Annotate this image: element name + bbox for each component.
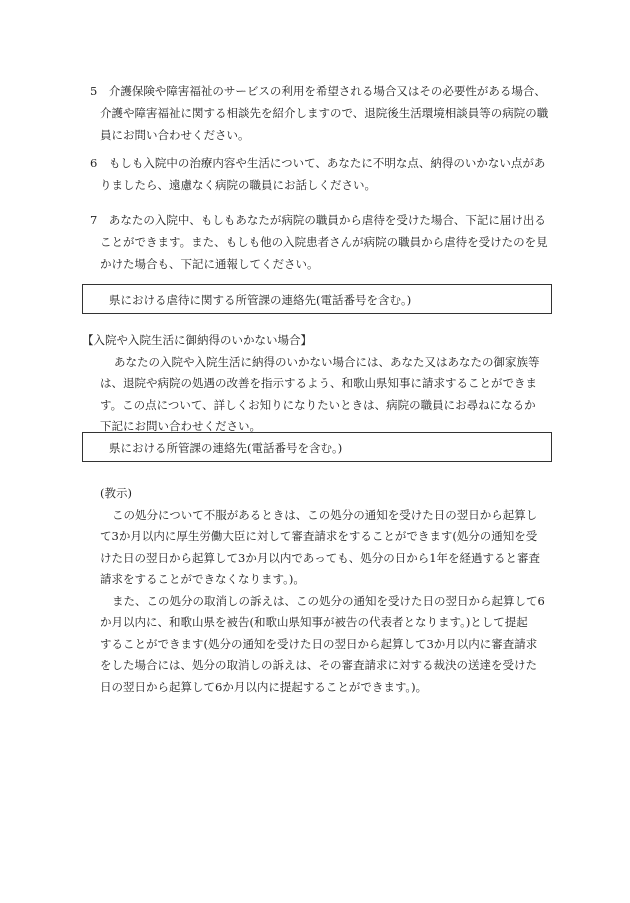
complaint-line-1: あなたの入院や入院生活に納得のいかない場合には、あなた又はあなたの御家族等 bbox=[114, 354, 540, 369]
complaint-line-3: す。この点について、詳しくお知りになりたいときは、病院の職員にお尋ねになるか bbox=[100, 397, 536, 412]
notice-item-7 bbox=[90, 209, 558, 275]
item-number: 6 bbox=[90, 156, 98, 170]
item-5-line-3: 員にお問い合わせください。 bbox=[100, 128, 250, 142]
instruction-heading: (教示) bbox=[100, 486, 132, 500]
item-number: 7 bbox=[90, 213, 98, 227]
notice-item-5 bbox=[90, 80, 558, 146]
instruction-p1-line-3: けた日の翌日から起算して3か月以内であっても、処分の日から1年を経過すると審査 bbox=[100, 550, 541, 565]
item-6-line-1: 6 もしも入院中の治療内容や生活について、あなたに不明な点、納得のいかない点があ bbox=[90, 156, 546, 170]
complaint-line-4: 下記にお問い合わせください。 bbox=[100, 419, 261, 433]
instruction-p1-line-1: この処分について不服があるときは、この処分の通知を受けた日の翌日から起算し bbox=[112, 507, 538, 522]
instruction-p1-line-4: 請求をすることができなくなります。)。 bbox=[100, 572, 305, 586]
instruction-p2-line-5: 日の翌日から起算して6か月以内に提起することができます。)。 bbox=[100, 679, 428, 694]
instruction-p1-line-2: て3か月以内に厚生労働大臣に対して審査請求をすることができます(処分の通知を受 bbox=[100, 529, 538, 543]
instruction-p2-line-3: することができます(処分の通知を受けた日の翌日から起算して3か月以内に審査請求 bbox=[100, 636, 538, 651]
item-number: 5 bbox=[90, 84, 98, 98]
item-5-line-2: 介護や障害福祉に関する相談先を紹介しますので、退院後生活環境相談員等の病院の職 bbox=[100, 106, 549, 120]
item-7-line-3: かけた場合も、下記に通報してください。 bbox=[100, 257, 319, 271]
notice-item-6 bbox=[90, 152, 558, 196]
abuse-contact-box bbox=[82, 284, 552, 314]
department-contact-box bbox=[82, 432, 552, 462]
item-7-line-1: 7 あなたの入院中、もしもあなたが病院の職員から虐待を受けた場合、下記に届け出る bbox=[90, 213, 546, 227]
complaint-section bbox=[82, 330, 557, 438]
instruction-p2-line-2: か月以内に、和歌山県を被告(和歌山県知事が被告の代表者となります。)として提起 bbox=[100, 615, 528, 629]
item-6-line-2: りましたら、遠慮なく病院の職員にお話しください。 bbox=[100, 178, 376, 192]
complaint-heading: 【入院や入院生活に御納得のいかない場合】 bbox=[82, 333, 312, 347]
department-contact-label: 県における所管課の連絡先(電話番号を含む。) bbox=[109, 441, 343, 455]
instruction-section bbox=[100, 483, 560, 698]
item-5-line-1: 5 介護保険や障害福祉のサービスの利用を希望される場合又はその必要性がある場合、 bbox=[90, 84, 546, 98]
instruction-p2-line-1: また、この処分の取消しの訴えは、この処分の通知を受けた日の翌日から起算して6 bbox=[112, 593, 545, 608]
item-7-line-2: ことができます。また、もしも他の入院患者さんが病院の職員から虐待を受けたのを見 bbox=[100, 235, 548, 249]
complaint-line-2: は、退院や病院の処遇の改善を指示するよう、和歌山県知事に請求することができま bbox=[100, 376, 537, 390]
abuse-contact-label: 県における虐待に関する所管課の連絡先(電話番号を含む。) bbox=[109, 293, 412, 307]
instruction-p2-line-4: をした場合には、処分の取消しの訴えは、その審査請求に対する裁決の送達を受けた bbox=[100, 658, 537, 672]
